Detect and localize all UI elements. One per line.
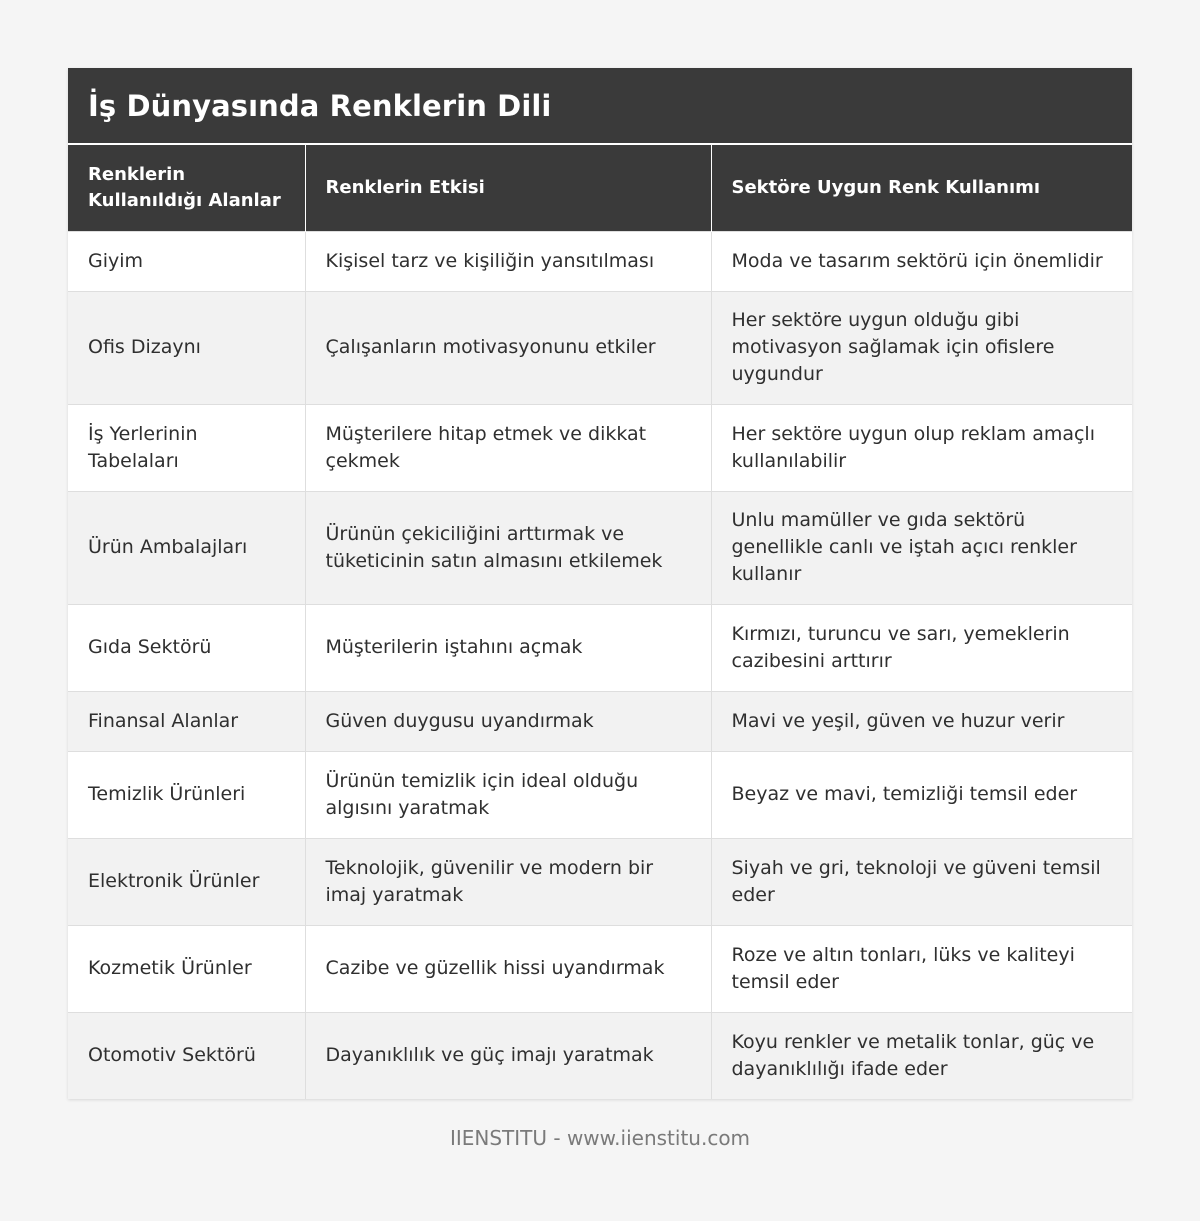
table-cell-effect: Cazibe ve güzellik hissi uyandırmak	[305, 925, 711, 1012]
page-title: İş Dünyasında Renklerin Dili	[88, 88, 552, 123]
table-cell-usage: Beyaz ve mavi, temizliği temsil eder	[711, 751, 1132, 838]
table-card	[68, 68, 1132, 1099]
table-cell-area: Ofis Dizaynı	[68, 291, 305, 404]
table-row	[68, 231, 1132, 291]
column-header-sector-usage: Sektöre Uygun Renk Kullanımı	[711, 144, 1132, 231]
table-cell-effect: Çalışanların motivasyonunu etkiler	[305, 291, 711, 404]
table-cell-effect: Ürünün çekiciliğini arttırmak ve tüketicinin satın almasını etkilemek	[305, 491, 711, 604]
table-cell-area: Temizlik Ürünleri	[68, 751, 305, 838]
table-row	[68, 925, 1132, 1012]
column-header-areas: Renklerin Kullanıldığı Alanlar	[68, 144, 305, 231]
title-bar	[68, 68, 1132, 143]
table-cell-usage: Roze ve altın tonları, lüks ve kaliteyi temsil eder	[711, 925, 1132, 1012]
footer-credit: IIENSTITU - www.iienstitu.com	[449, 1126, 751, 1150]
table-cell-usage: Siyah ve gri, teknoloji ve güveni temsil eder	[711, 838, 1132, 925]
table-row	[68, 691, 1132, 751]
table-row	[68, 838, 1132, 925]
table-cell-effect: Kişisel tarz ve kişiliğin yansıtılması	[305, 231, 711, 291]
table-cell-usage: Moda ve tasarım sektörü için önemlidir	[711, 231, 1132, 291]
table-cell-area: İş Yerlerinin Tabelaları	[68, 404, 305, 491]
table-cell-area: Kozmetik Ürünler	[68, 925, 305, 1012]
table-row	[68, 491, 1132, 604]
colors-table	[68, 143, 1132, 1099]
table-header-row	[68, 144, 1132, 231]
table-cell-usage: Mavi ve yeşil, güven ve huzur verir	[711, 691, 1132, 751]
table-cell-usage: Koyu renkler ve metalik tonlar, güç ve dayanıklılığı ifade eder	[711, 1012, 1132, 1099]
table-cell-area: Finansal Alanlar	[68, 691, 305, 751]
table-cell-usage: Unlu mamüller ve gıda sektörü genellikle canlı ve iştah açıcı renkler kullanır	[711, 491, 1132, 604]
table-cell-area: Otomotiv Sektörü	[68, 1012, 305, 1099]
table-row	[68, 1012, 1132, 1099]
table-row	[68, 404, 1132, 491]
table-cell-effect: Müşterilerin iştahını açmak	[305, 604, 711, 691]
table-cell-effect: Müşterilere hitap etmek ve dikkat çekmek	[305, 404, 711, 491]
table-cell-effect: Ürünün temizlik için ideal olduğu algısını yaratmak	[305, 751, 711, 838]
table-row	[68, 291, 1132, 404]
table-cell-effect: Dayanıklılık ve güç imajı yaratmak	[305, 1012, 711, 1099]
table-cell-usage: Kırmızı, turuncu ve sarı, yemeklerin cazibesini arttırır	[711, 604, 1132, 691]
column-header-effect: Renklerin Etkisi	[305, 144, 711, 231]
table-row	[68, 751, 1132, 838]
table-row	[68, 604, 1132, 691]
table-cell-effect: Güven duygusu uyandırmak	[305, 691, 711, 751]
table-cell-effect: Teknolojik, güvenilir ve modern bir imaj yaratmak	[305, 838, 711, 925]
table-cell-usage: Her sektöre uygun olduğu gibi motivasyon sağlamak için ofislere uygundur	[711, 291, 1132, 404]
table-cell-area: Ürün Ambalajları	[68, 491, 305, 604]
table-cell-area: Giyim	[68, 231, 305, 291]
table-cell-area: Elektronik Ürünler	[68, 838, 305, 925]
table-cell-area: Gıda Sektörü	[68, 604, 305, 691]
table-cell-usage: Her sektöre uygun olup reklam amaçlı kullanılabilir	[711, 404, 1132, 491]
